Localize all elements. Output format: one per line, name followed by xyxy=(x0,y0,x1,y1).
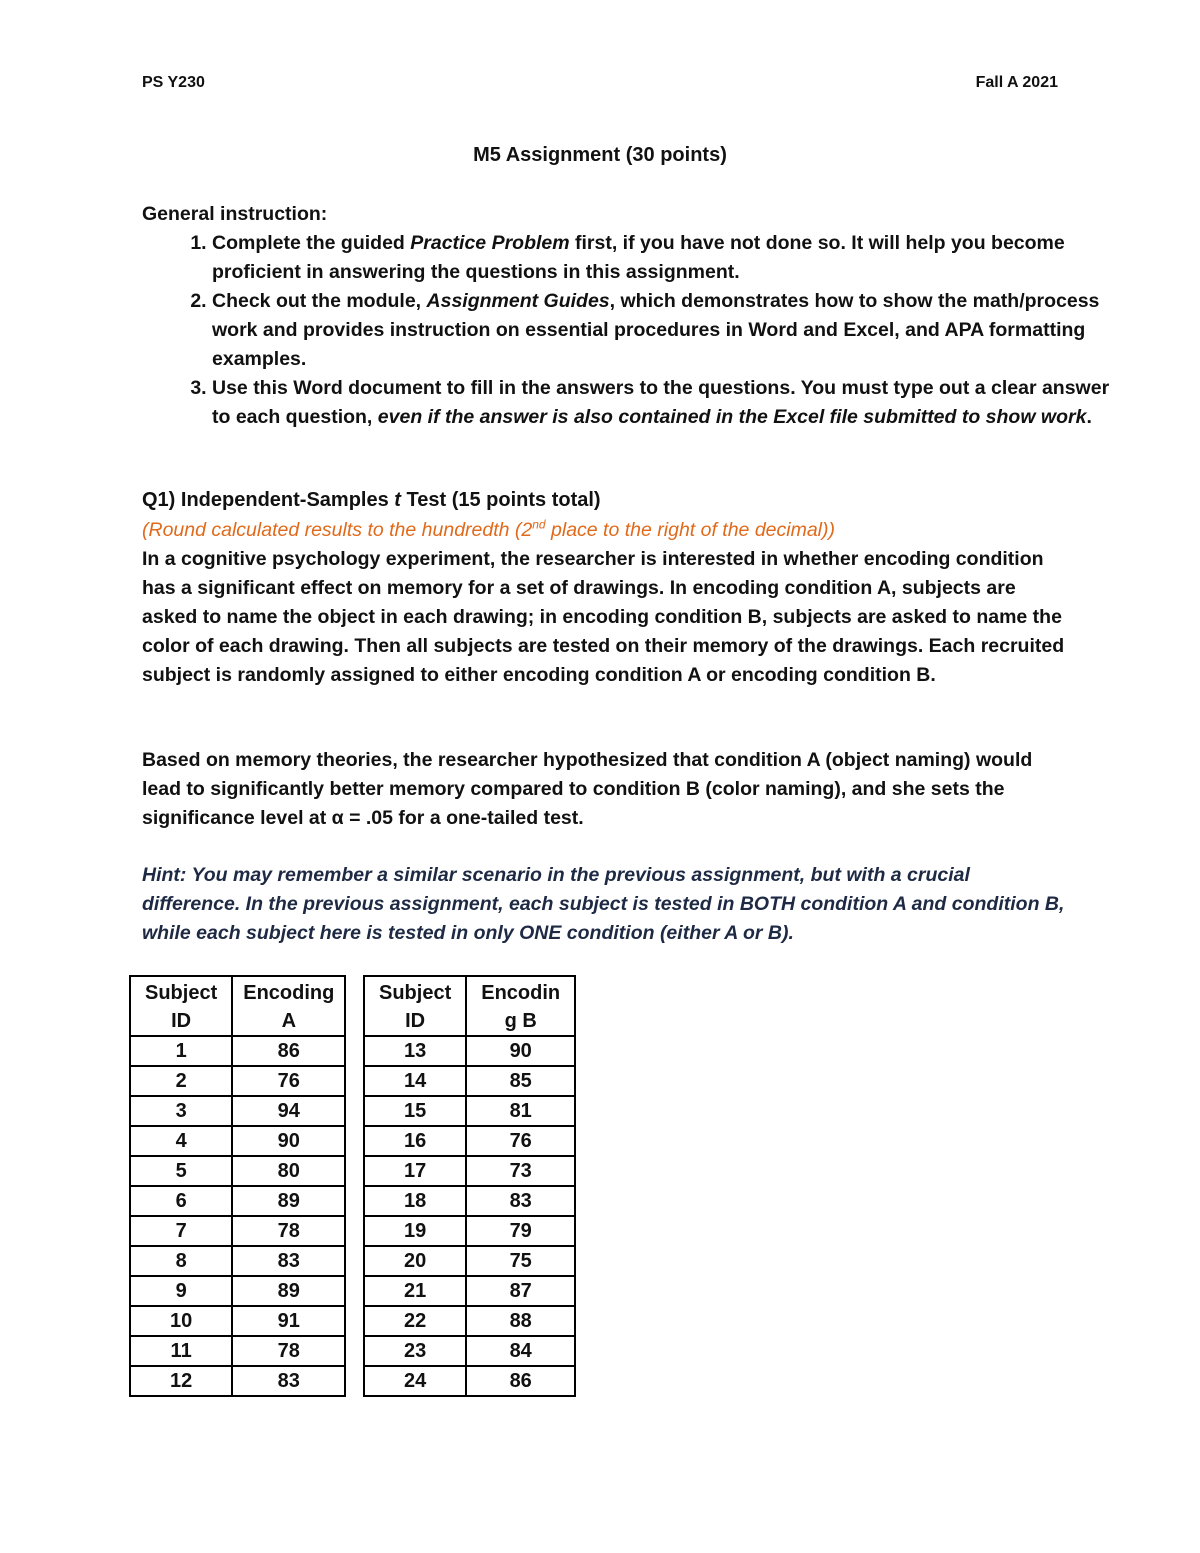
subject-id-cell: 11 xyxy=(130,1336,232,1366)
instruction-text: , which demonstrates how to show the math/process work and provides instruction on essential procedures in Word and Excel, and APA formatting examples. xyxy=(212,290,1100,370)
table-row xyxy=(130,1126,345,1156)
table-row xyxy=(364,1216,575,1246)
table-row xyxy=(130,1276,345,1306)
table-row xyxy=(364,1276,575,1306)
header-subject-id: Subject ID xyxy=(364,976,466,1036)
subject-id-cell: 4 xyxy=(130,1126,232,1156)
subject-id-cell: 6 xyxy=(130,1186,232,1216)
table-row xyxy=(364,1096,575,1126)
table-row xyxy=(364,1306,575,1336)
instruction-text: . xyxy=(1086,406,1092,428)
question-title-t: t xyxy=(394,489,401,511)
score-cell: 86 xyxy=(466,1366,575,1396)
instruction-item-2 xyxy=(212,287,1132,374)
score-cell: 91 xyxy=(232,1306,345,1336)
rounding-text: (Round calculated results to the hundredth (2 xyxy=(142,519,533,541)
subject-id-cell: 3 xyxy=(130,1096,232,1126)
course-code: PS Y230 xyxy=(142,74,205,91)
score-cell: 94 xyxy=(232,1096,345,1126)
score-cell: 89 xyxy=(232,1186,345,1216)
score-cell: 79 xyxy=(466,1216,575,1246)
subject-id-cell: 21 xyxy=(364,1276,466,1306)
question-1-title xyxy=(142,486,601,515)
header-encoding-a: Encoding A xyxy=(232,976,345,1036)
table-row xyxy=(130,1096,345,1126)
subject-id-cell: 18 xyxy=(364,1186,466,1216)
instruction-text: Check out the module, xyxy=(212,290,427,312)
score-cell: 75 xyxy=(466,1246,575,1276)
score-cell: 90 xyxy=(466,1036,575,1066)
table-row xyxy=(364,1186,575,1216)
page-title: M5 Assignment (30 points) xyxy=(473,144,727,166)
subject-id-cell: 13 xyxy=(364,1036,466,1066)
table-row xyxy=(130,1066,345,1096)
score-cell: 85 xyxy=(466,1066,575,1096)
table-row xyxy=(364,1066,575,1096)
instruction-item-3 xyxy=(212,374,1132,432)
rounding-text: place to the right of the decimal)) xyxy=(545,519,836,541)
table-row xyxy=(364,1156,575,1186)
subject-id-cell: 5 xyxy=(130,1156,232,1186)
hint-paragraph: Hint: You may remember a similar scenario in the previous assignment, but with a crucial difference. In the previous assignment, each subject is tested in BOTH condition A and condition B, while each subject here is tested in only ONE condition (either A or B). xyxy=(142,864,1065,944)
subject-id-cell: 15 xyxy=(364,1096,466,1126)
score-cell: 84 xyxy=(466,1336,575,1366)
subject-id-cell: 12 xyxy=(130,1366,232,1396)
subject-id-cell: 16 xyxy=(364,1126,466,1156)
score-cell: 76 xyxy=(232,1066,345,1096)
subject-id-cell: 1 xyxy=(130,1036,232,1066)
score-cell: 78 xyxy=(232,1336,345,1366)
instruction-text: Complete the guided xyxy=(212,232,411,254)
subject-id-cell: 7 xyxy=(130,1216,232,1246)
table-row xyxy=(130,1366,345,1396)
subject-id-cell: 8 xyxy=(130,1246,232,1276)
table-row xyxy=(130,1216,345,1246)
question-title-text: Q1) Independent-Samples xyxy=(142,489,395,511)
instruction-item-1 xyxy=(212,229,1132,287)
score-cell: 83 xyxy=(466,1186,575,1216)
score-cell: 73 xyxy=(466,1156,575,1186)
subject-id-cell: 19 xyxy=(364,1216,466,1246)
score-cell: 78 xyxy=(232,1216,345,1246)
subject-id-cell: 14 xyxy=(364,1066,466,1096)
subject-id-cell: 2 xyxy=(130,1066,232,1096)
table-row xyxy=(364,1246,575,1276)
table-row xyxy=(364,1126,575,1156)
score-cell: 88 xyxy=(466,1306,575,1336)
table-row xyxy=(364,1036,575,1066)
score-cell: 90 xyxy=(232,1126,345,1156)
instruction-emphasis: even if the answer is also contained in the Excel file submitted to show work xyxy=(377,406,1087,428)
rounding-note xyxy=(142,516,835,545)
table-row xyxy=(364,1336,575,1366)
subject-id-cell: 17 xyxy=(364,1156,466,1186)
score-cell: 86 xyxy=(232,1036,345,1066)
score-cell: 81 xyxy=(466,1096,575,1126)
table-header-row xyxy=(130,976,345,1036)
instruction-text: first, if you have not done so. It will help you become proficient in answering the questions in this assignment. xyxy=(212,232,1065,283)
rounding-superscript: nd xyxy=(532,517,546,532)
header-encoding-b: Encodin g B xyxy=(466,976,575,1036)
subject-id-cell: 20 xyxy=(364,1246,466,1276)
table-row xyxy=(364,1366,575,1396)
instruction-text: Use this Word document to fill in the answers to the questions. You must type out a clear answer to each question, xyxy=(212,377,1110,428)
scenario-paragraph: In a cognitive psychology experiment, the researcher is interested in whether encoding condition has a significant effect on memory for a set of drawings. In encoding condition A, subjects are asked to name the object in each drawing; in encoding condition B, subjects are asked to name the color of each drawing. Then all subjects are tested on their memory of the drawings. Each recruited subject is randomly assigned to either encoding condition A or encoding condition B. xyxy=(142,548,1065,686)
table-row xyxy=(130,1036,345,1066)
table-header-row xyxy=(364,976,575,1036)
score-cell: 89 xyxy=(232,1276,345,1306)
header-subject-id: Subject ID xyxy=(130,976,232,1036)
instruction-emphasis: Practice Problem xyxy=(410,232,570,254)
term-label: Fall A 2021 xyxy=(975,74,1058,91)
general-instruction-label: General instruction: xyxy=(142,203,328,225)
score-cell: 87 xyxy=(466,1276,575,1306)
table-row xyxy=(130,1336,345,1366)
instruction-emphasis: Assignment Guides xyxy=(426,290,610,312)
subject-id-cell: 22 xyxy=(364,1306,466,1336)
subject-id-cell: 23 xyxy=(364,1336,466,1366)
table-row xyxy=(130,1306,345,1336)
score-cell: 83 xyxy=(232,1246,345,1276)
subject-id-cell: 24 xyxy=(364,1366,466,1396)
table-row xyxy=(130,1156,345,1186)
subject-id-cell: 10 xyxy=(130,1306,232,1336)
hypothesis-paragraph: Based on memory theories, the researcher hypothesized that condition A (object naming) would lead to significantly better memory compared to condition B (color naming), and she sets the significance level at α = .05 for a one-tailed test. xyxy=(142,749,1033,829)
score-cell: 83 xyxy=(232,1366,345,1396)
encoding-a-table xyxy=(129,975,346,1397)
instruction-list xyxy=(142,229,1132,432)
score-cell: 76 xyxy=(466,1126,575,1156)
score-cell: 80 xyxy=(232,1156,345,1186)
subject-id-cell: 9 xyxy=(130,1276,232,1306)
table-row xyxy=(130,1186,345,1216)
table-row xyxy=(130,1246,345,1276)
encoding-b-table xyxy=(363,975,576,1397)
question-title-text: Test (15 points total) xyxy=(400,489,601,511)
